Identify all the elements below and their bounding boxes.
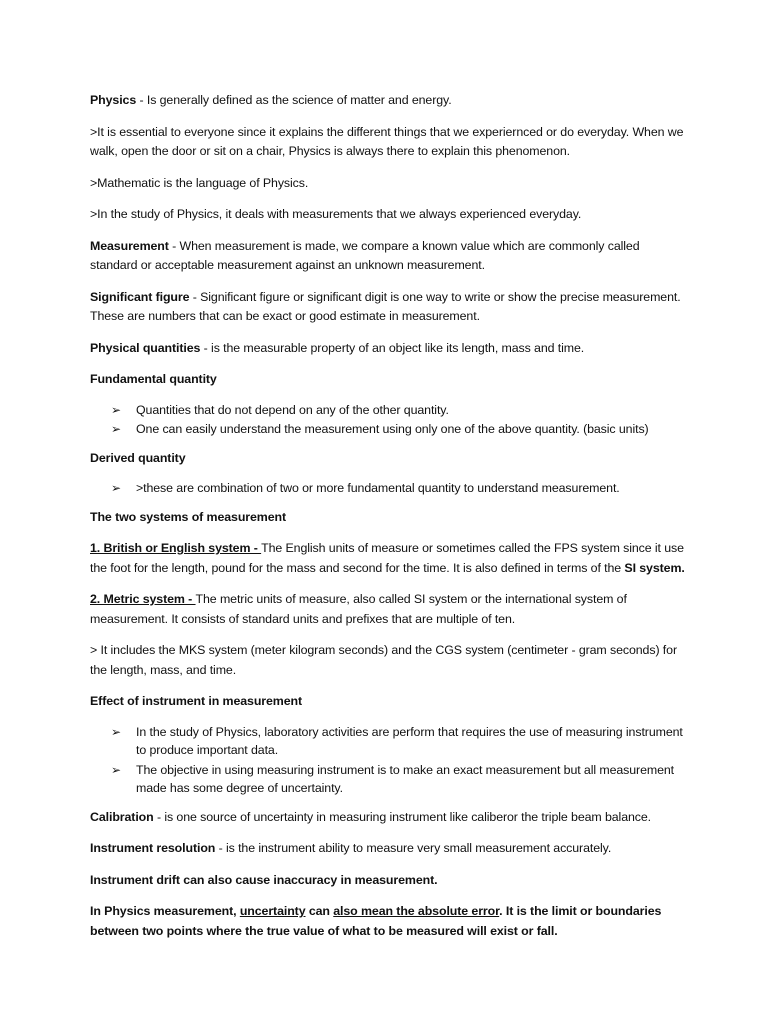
arrow-bullet-icon: ➢ — [111, 402, 121, 417]
uncertainty-definition: . It is the limit or boundaries between two points where the true value of what to be measured will exist or fall. — [90, 904, 662, 938]
arrow-bullet-icon: ➢ — [111, 422, 121, 436]
list-item — [90, 401, 690, 420]
definition-metric-system: The metric units of measure, also called SI system or the international system of measurement. It consists of standard units and prefixes that are multiple of ten. — [90, 592, 627, 626]
list-item — [90, 479, 690, 498]
list-item-text: Quantities that do not depend on any of the other quantity. — [136, 402, 449, 417]
paragraph-metric-system — [90, 590, 690, 629]
term-instrument-resolution: Instrument resolution — [90, 841, 216, 855]
list-item-text: >these are combination of two or more fundamental quantity to understand measurement. — [136, 481, 620, 495]
heading-effect-of-instrument: Effect of instrument in measurement — [90, 694, 302, 708]
term-si-system: SI system. — [624, 560, 685, 575]
uncertainty-intro: In Physics measurement, — [90, 904, 240, 918]
paragraph-measurement — [90, 237, 690, 276]
definition-measurement: - When measurement is made, we compare a known value which are commonly called standard or acceptable measurement against an unknown measurement. — [90, 238, 640, 272]
list-item — [90, 420, 690, 439]
paragraph-mathematic: >Mathematic is the language of Physics. — [90, 175, 309, 190]
list-fundamental — [90, 401, 690, 439]
heading-two-systems: The two systems of measurement — [90, 509, 287, 524]
paragraph-study: >In the study of Physics, it deals with measurements that we always experienced everyday. — [90, 207, 582, 221]
list-item-text: In the study of Physics, laboratory activities are perform that requires the use of measuring instrument to produce important data. — [136, 724, 683, 757]
definition-calibration: - is one source of uncertainty in measuring instrument like caliberor the triple beam balance. — [153, 809, 652, 824]
term-absolute-error: also mean the absolute error — [333, 904, 500, 918]
term-uncertainty: uncertainty — [239, 904, 306, 918]
list-item-text: One can easily understand the measurement using only one of the above quantity. (basic units) — [136, 422, 649, 436]
paragraph-essential: >It is essential to everyone since it explains the different things that we experiernced or do everyday. When we walk, open the door or sit on a chair, Physics is always there to explain this phenomenon. — [90, 124, 684, 158]
list-item — [90, 723, 690, 760]
term-measurement: Measurement — [90, 238, 169, 253]
term-metric-system: 2. Metric system - — [90, 592, 196, 606]
arrow-bullet-icon: ➢ — [111, 724, 121, 739]
paragraph-calibration — [90, 808, 690, 828]
paragraph-instrument-drift: Instrument drift can also cause inaccuracy in measurement. — [90, 872, 438, 887]
arrow-bullet-icon: ➢ — [111, 481, 121, 495]
heading-fundamental-quantity: Fundamental quantity — [90, 372, 217, 386]
list-item-text: The objective in using measuring instrument is to make an exact measurement but all measurement made has some degree of uncertainty. — [136, 762, 675, 795]
paragraph-instrument-resolution — [90, 839, 690, 859]
arrow-bullet-icon: ➢ — [111, 762, 121, 777]
paragraph-mks-cgs: > It includes the MKS system (meter kilogram seconds) and the CGS system (centimeter - gram seconds) for the length, mass, and time. — [90, 643, 677, 677]
uncertainty-can: can — [305, 904, 334, 918]
paragraph-physical-quantities — [90, 339, 690, 359]
definition-instrument-resolution: - is the instrument ability to measure very small measurement accurately. — [215, 841, 612, 855]
paragraph-physics — [90, 91, 690, 111]
definition-physical-quantities: - is the measurable property of an object like its length, mass and time. — [200, 340, 585, 355]
paragraph-uncertainty — [90, 902, 690, 941]
term-physical-quantities: Physical quantities — [90, 340, 201, 355]
term-physics: Physics — [90, 93, 137, 107]
definition-significant-figure: - Significant figure or significant digit is one way to write or show the precise measurement. These are numbers that can be exact or good estimate in measurement. — [90, 289, 681, 323]
list-item — [90, 761, 690, 798]
heading-derived-quantity: Derived quantity — [90, 450, 186, 465]
document-body — [90, 91, 690, 953]
term-calibration: Calibration — [90, 809, 154, 824]
term-british-system: 1. British or English system - — [90, 541, 262, 555]
definition-british-system: The English units of measure or sometimes called the FPS system since it use the foot for the length, pound for the mass and second for the time. It is also defined in terms of the — [90, 541, 684, 575]
list-effect — [90, 723, 690, 798]
list-derived — [90, 479, 690, 498]
paragraph-significant-figure — [90, 288, 690, 327]
term-significant-figure: Significant figure — [90, 289, 190, 304]
definition-physics: - Is generally defined as the science of matter and energy. — [136, 93, 452, 107]
paragraph-british-system — [90, 539, 690, 578]
